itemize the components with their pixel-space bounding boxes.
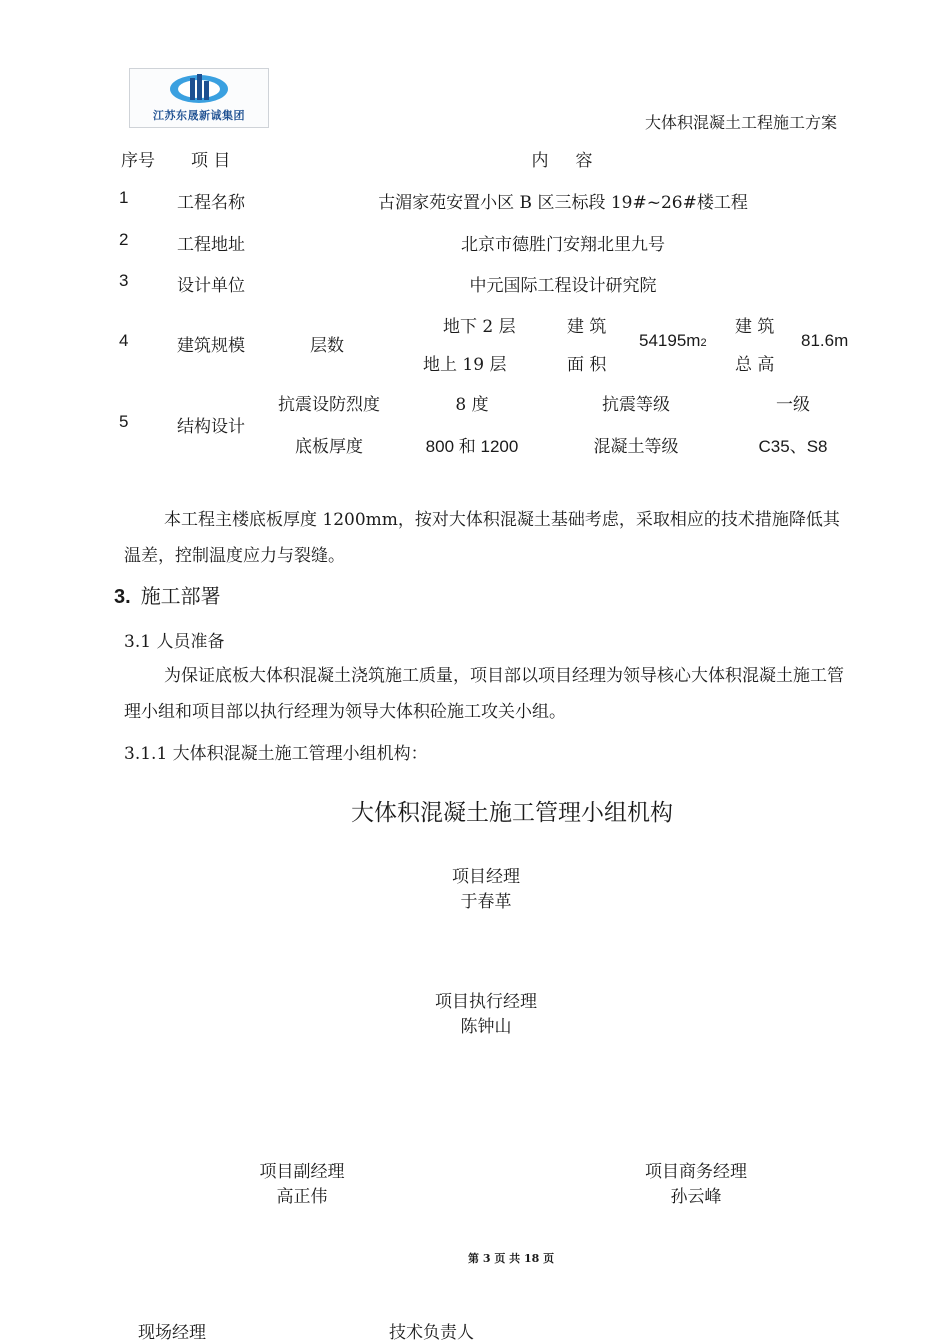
floors-label: 层数	[310, 336, 344, 356]
org-node-deputy-manager	[260, 1160, 345, 1210]
org-person: 高正伟	[276, 1187, 328, 1207]
org-role: 项目经理	[452, 867, 520, 887]
org-node-site-manager: 现场经理	[138, 1323, 206, 1343]
paragraph-slab: 本工程主楼底板厚度 1200mm，按对大体积混凝土基础考虑，采取相应的技术措施降低其温差，控制温度应力与裂缝。	[124, 510, 840, 566]
row-item: 设计单位	[177, 276, 245, 296]
area-number: 54195m	[639, 331, 701, 350]
row-content: 中元国际工程设计研究院	[469, 276, 657, 296]
logo-mark-icon	[130, 69, 268, 109]
slab-thickness-value: 800 和 1200	[425, 437, 519, 456]
section-heading	[114, 580, 221, 609]
row-content: 北京市德胜门安翔北里九号	[461, 235, 665, 255]
org-person: 孙云峰	[670, 1187, 722, 1207]
seismic-intensity-label: 抗震设防烈度	[278, 395, 380, 415]
concrete-grade-label: 混凝土等级	[593, 437, 679, 457]
logo-text: 江苏东晟新诚集团	[153, 109, 245, 122]
seismic-intensity-value: 8 度	[455, 395, 489, 415]
org-node-executive-manager	[435, 990, 537, 1040]
org-node-project-manager	[452, 865, 520, 915]
concrete-grade-value: C35、S8	[758, 437, 828, 456]
row-no: 5	[119, 412, 129, 431]
org-role: 项目商务经理	[645, 1162, 747, 1182]
row-item: 工程地址	[177, 235, 245, 255]
row-no: 3	[119, 271, 129, 290]
row-no: 2	[119, 230, 129, 249]
height-label-1: 建 筑	[735, 317, 775, 337]
floors-underground: 地下 2 层	[443, 317, 516, 337]
area-label-1: 建 筑	[567, 317, 607, 337]
area-label-2: 面 积	[567, 355, 607, 375]
company-logo	[129, 68, 269, 128]
col-header-no: 序号	[121, 151, 155, 171]
section-number: 3.	[114, 586, 131, 608]
section-title: 施工部署	[140, 584, 221, 608]
col-header-content: 内 容	[531, 151, 593, 171]
row-item: 结构设计	[177, 417, 245, 437]
height-label-2: 总 高	[735, 355, 775, 375]
org-role: 项目执行经理	[435, 992, 537, 1012]
row-item: 建筑规模	[177, 336, 245, 356]
row-no: 4	[119, 331, 129, 350]
subsection-3-1: 3.1 人员准备	[124, 632, 225, 652]
paragraph-staff: 为保证底板大体积混凝土浇筑施工质量，项目部以项目经理为领导核心大体积混凝土施工管理小组和项目部以执行经理为领导大体积砼施工攻关小组。	[124, 666, 844, 722]
row-no: 1	[119, 188, 129, 207]
area-value	[639, 331, 707, 351]
seismic-grade-label: 抗震等级	[602, 395, 670, 415]
subsection-3-1-1: 3.1.1 大体积混凝土施工管理小组机构：	[124, 744, 428, 764]
floors-aboveground: 地上 19 层	[423, 355, 507, 375]
page-footer: 第 3 页 共 18 页	[468, 1252, 555, 1265]
document-title: 大体积混凝土工程施工方案	[645, 113, 838, 132]
org-person: 于春革	[460, 892, 512, 912]
org-node-tech-lead: 技术负责人	[389, 1323, 474, 1343]
row-content: 古湄家苑安置小区 B 区三标段 19#~26#楼工程	[378, 193, 748, 213]
org-person: 陈钟山	[460, 1017, 512, 1037]
org-chart-title: 大体积混凝土施工管理小组机构	[351, 800, 673, 826]
col-header-item: 项 目	[191, 151, 231, 171]
area-unit-sup: 2	[700, 337, 707, 349]
seismic-grade-value: 一级	[776, 395, 810, 415]
slab-thickness-label: 底板厚度	[295, 437, 363, 457]
org-role: 项目副经理	[259, 1162, 345, 1182]
org-node-business-manager	[645, 1160, 747, 1210]
row-item: 工程名称	[177, 193, 245, 213]
height-value: 81.6m	[801, 331, 849, 350]
